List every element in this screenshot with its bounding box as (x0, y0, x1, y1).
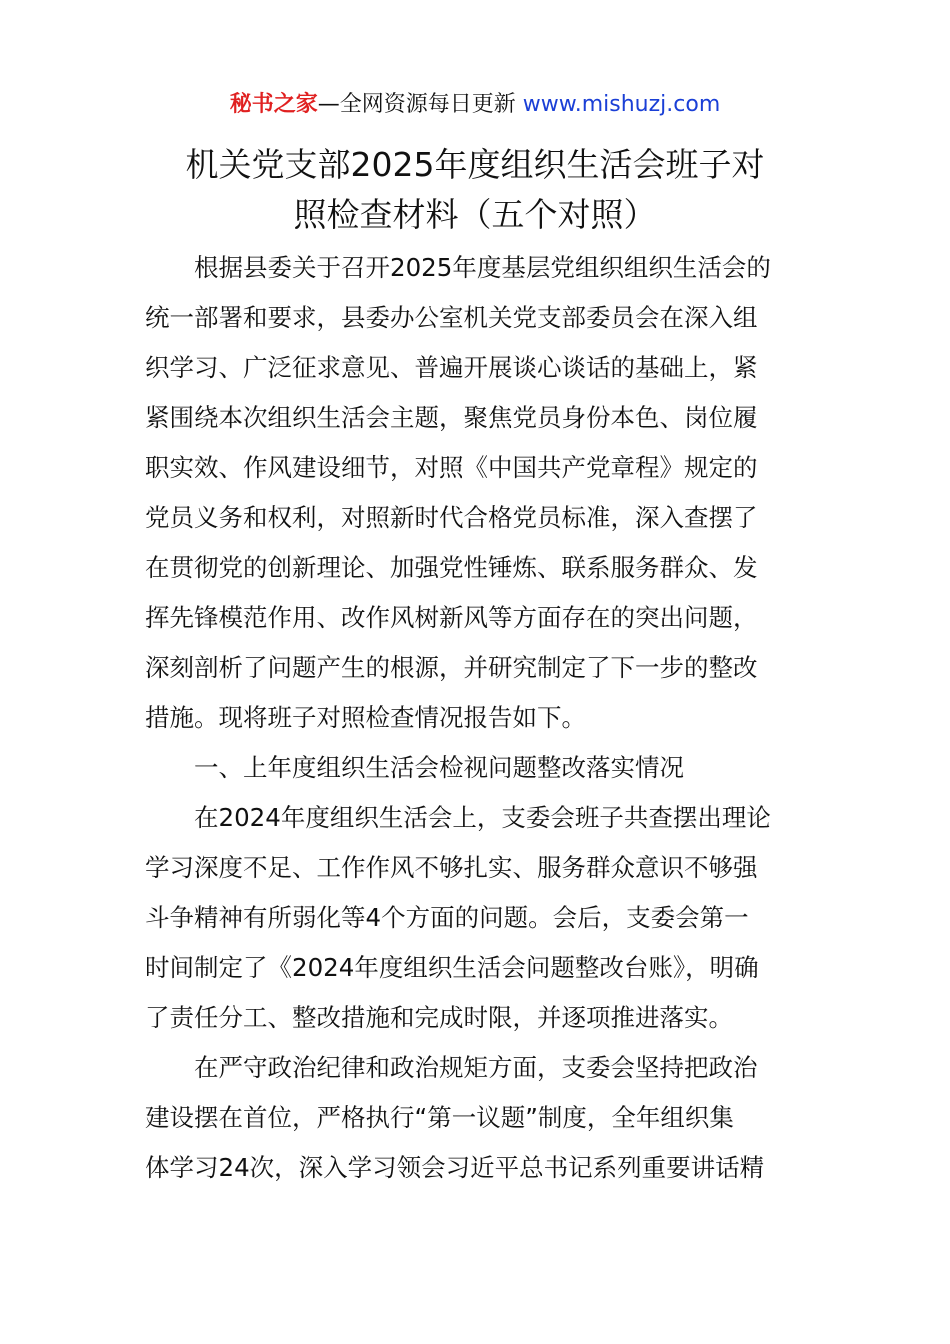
document-title (145, 140, 805, 240)
paragraph-line: 了责任分工、整改措施和完成时限，并逐项推进落实。 (145, 1003, 733, 1032)
section-heading: 一、上年度组织生活会检视问题整改落实情况 (194, 753, 684, 782)
site-header (0, 88, 950, 122)
paragraph-line: 建设摆在首位，严格执行“第一议题”制度，全年组织集 (145, 1103, 734, 1132)
paragraph-line: 在贯彻党的创新理论、加强党性锤炼、联系服务群众、发 (145, 553, 758, 582)
site-url[interactable]: www.mishuzj.com (522, 92, 721, 117)
paragraph-line: 根据县委关于召开2025年度基层党组织组织生活会的 (194, 253, 771, 282)
paragraph-line: 在2024年度组织生活会上，支委会班子共查摆出理论 (194, 803, 771, 832)
paragraph-line: 斗争精神有所弱化等4个方面的问题。会后，支委会第一 (145, 903, 749, 932)
paragraph-line: 织学习、广泛征求意见、普遍开展谈心谈话的基础上，紧 (145, 353, 758, 382)
paragraph-line: 措施。现将班子对照检查情况报告如下。 (145, 703, 586, 732)
paragraph-line: 在严守政治纪律和政治规矩方面，支委会坚持把政治 (194, 1053, 758, 1082)
paragraph-line: 学习深度不足、工作作风不够扎实、服务群众意识不够强 (145, 853, 758, 882)
paragraph-line: 深刻剖析了问题产生的根源，并研究制定了下一步的整改 (145, 653, 758, 682)
document-body (145, 243, 807, 1193)
brand-name: 秘书之家 (229, 92, 318, 117)
title-line-2: 照检查材料（五个对照） (293, 195, 657, 234)
paragraph-line: 紧围绕本次组织生活会主题，聚焦党员身份本色、岗位履 (145, 403, 758, 432)
paragraph-line: 体学习24次，深入学习领会习近平总书记系列重要讲话精 (145, 1153, 765, 1182)
header-tagline: —全网资源每日更新 (317, 92, 516, 117)
paragraph-line: 挥先锋模范作用、改作风树新风等方面存在的突出问题， (145, 603, 758, 632)
paragraph-line: 职实效、作风建设细节，对照《中国共产党章程》规定的 (145, 453, 758, 482)
title-line-1: 机关党支部2025年度组织生活会班子对 (185, 145, 765, 184)
paragraph-line: 党员义务和权利，对照新时代合格党员标准，深入查摆了 (145, 503, 758, 532)
paragraph-line: 时间制定了《2024年度组织生活会问题整改台账》，明确 (145, 953, 759, 982)
paragraph-line: 统一部署和要求，县委办公室机关党支部委员会在深入组 (145, 303, 758, 332)
